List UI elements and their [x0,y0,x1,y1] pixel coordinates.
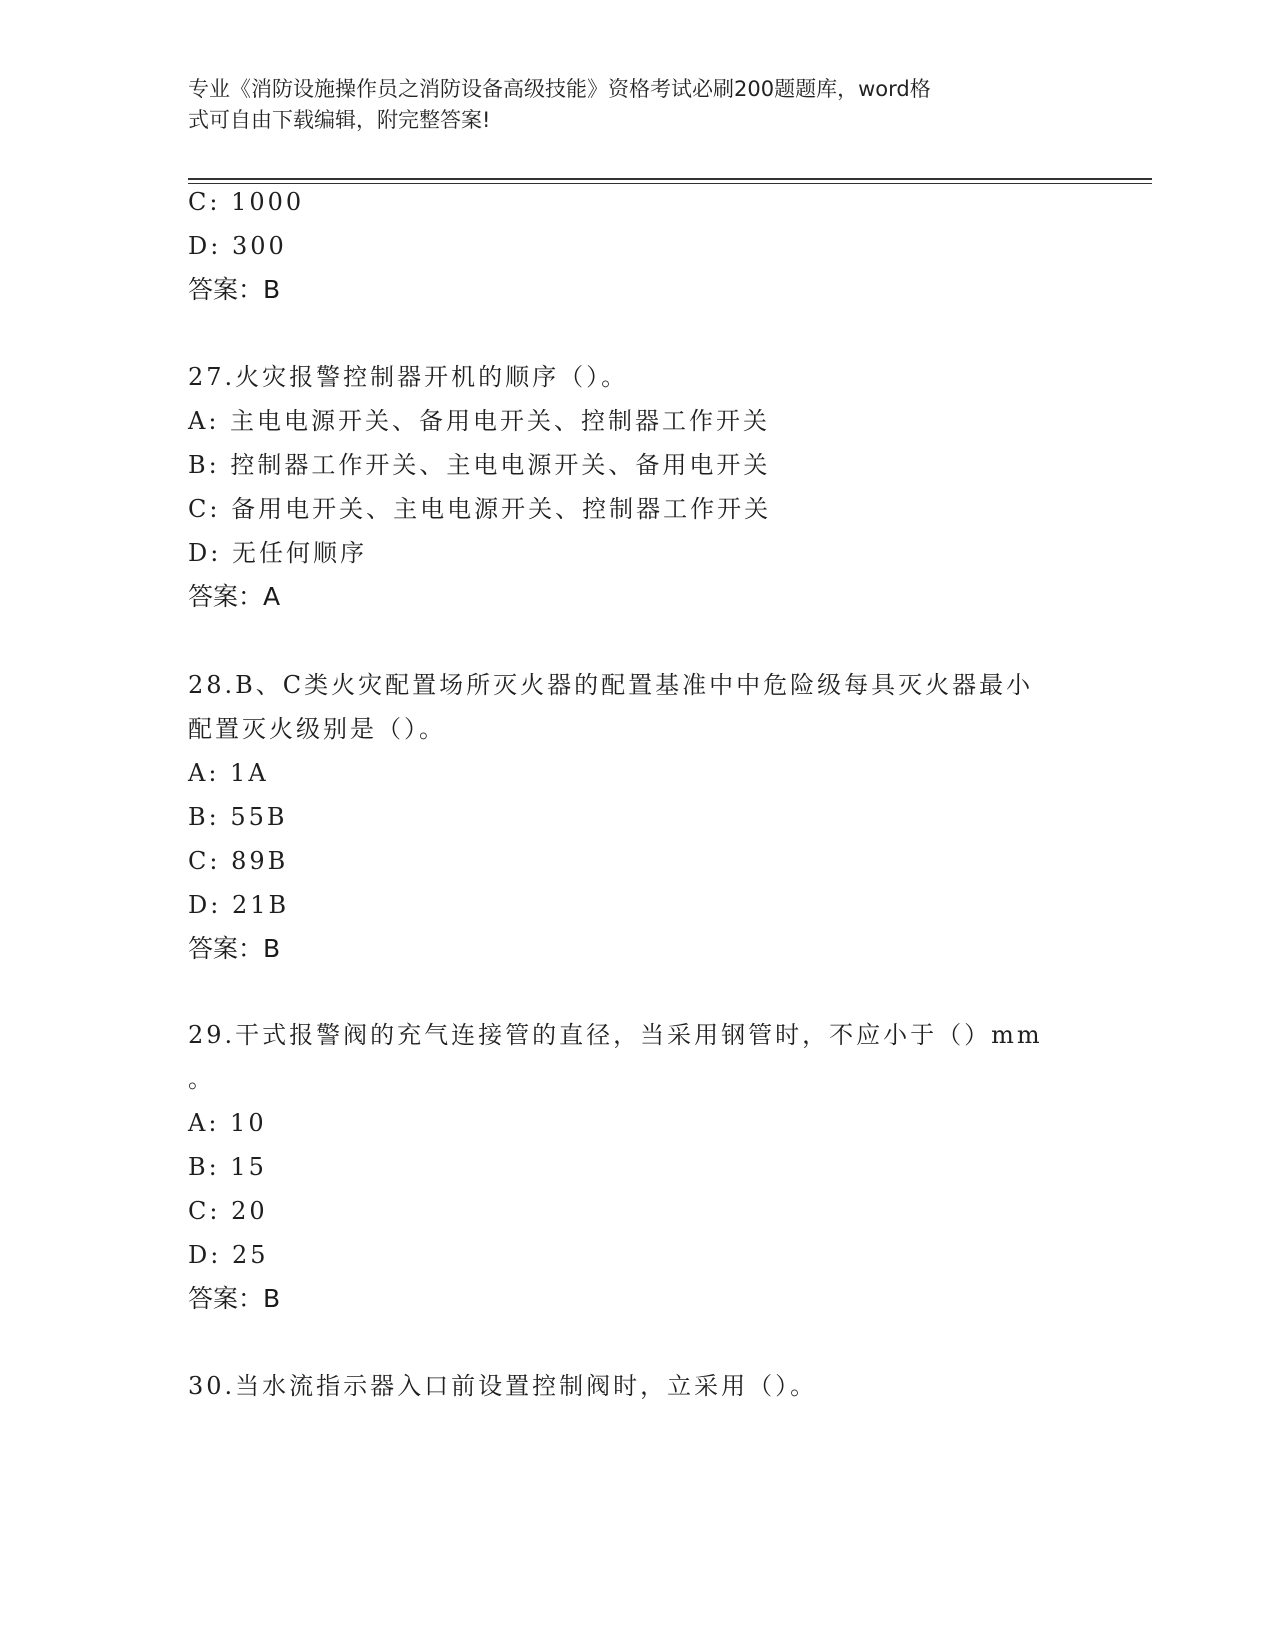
header-divider-thick [188,178,1152,180]
q30-question: 30.当水流指示器入口前设置控制阀时，立采用（）。 [188,1372,818,1400]
header-line-2: 式可自由下载编辑，附完整答案! [188,108,491,132]
q26-answer: 答案：B [188,275,281,304]
q27-option-d: D: 无任何顺序 [188,539,367,567]
q27-answer: 答案：A [188,582,281,611]
q27-option-a: A: 主电电源开关、备用电开关、控制器工作开关 [188,407,771,435]
header-divider-thin [188,183,1152,184]
q26-option-c: C: 1000 [188,188,305,216]
q29-option-b: B: 15 [188,1153,267,1181]
q28-option-a: A: 1A [188,759,269,787]
q29-option-d: D: 25 [188,1241,269,1269]
q28-option-b: B: 55B [188,803,288,831]
q28-question-line-1: 28.B、C类火灾配置场所灭火器的配置基准中中危险级每具灭火器最小 [188,671,1034,699]
q29-question-line-2: 。 [188,1065,215,1093]
q26-option-d: D: 300 [188,232,287,260]
q29-question-line-1: 29.干式报警阀的充气连接管的直径，当采用钢管时，不应小于（）mm [188,1021,1043,1049]
q28-option-c: C: 89B [188,847,289,875]
q27-option-c: C: 备用电开关、主电电源开关、控制器工作开关 [188,495,772,523]
q28-question-line-2: 配置灭火级别是（）。 [188,715,446,743]
header-line-1: 专业《消防设施操作员之消防设备高级技能》资格考试必刷200题题库，word格 [188,77,931,101]
q29-answer: 答案：B [188,1284,281,1313]
q27-option-b: B: 控制器工作开关、主电电源开关、备用电开关 [188,451,771,479]
q27-question: 27.火灾报警控制器开机的顺序（）。 [188,363,629,391]
document-header [188,74,1088,136]
q28-answer: 答案：B [188,934,281,963]
q29-option-c: C: 20 [188,1197,268,1225]
q29-option-a: A: 10 [188,1109,267,1137]
q28-option-d: D: 21B [188,891,290,919]
